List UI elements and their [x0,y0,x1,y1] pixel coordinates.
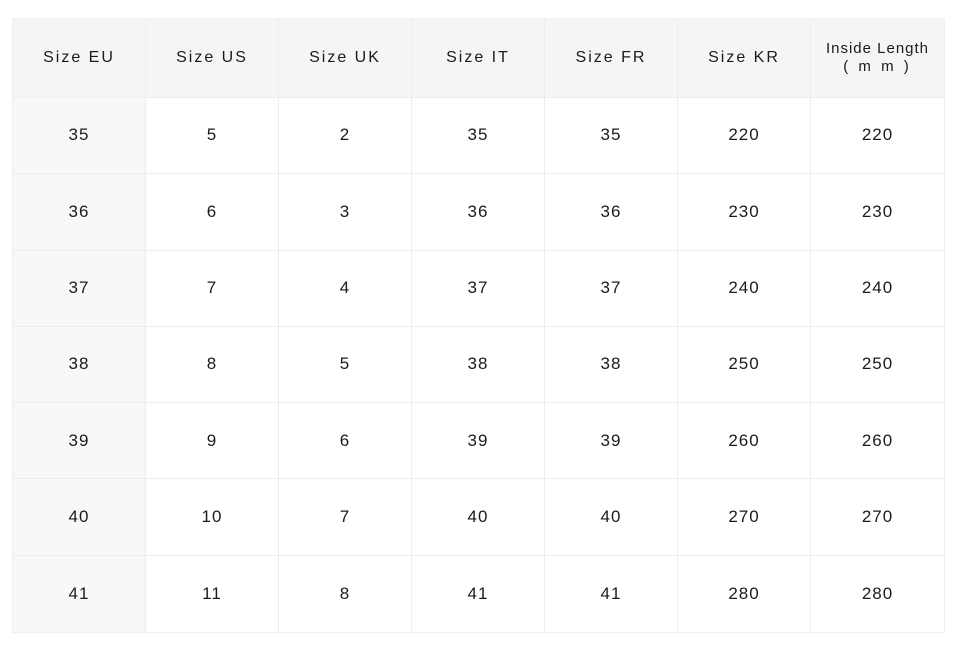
cell-inside-length: 280 [861,583,894,603]
cell-size-eu: 37 [13,251,146,326]
header-cell-inside-length [811,19,944,97]
cell-inside-length: 240 [861,278,894,297]
cell-size-eu: 40 [13,479,146,554]
table-row [13,98,944,174]
cell-inside-length: 230 [861,201,894,221]
table-row [13,479,944,555]
cell-size-kr: 270 [678,479,811,554]
cell-size-fr: 38 [545,327,678,402]
cell-size-fr: 39 [545,403,678,478]
cell-size-it: 36 [412,174,545,249]
header-label: Size KR [708,49,780,67]
cell-size-uk: 6 [279,403,412,478]
cell-size-uk: 3 [279,174,412,249]
cell-size-us: 7 [146,251,279,326]
cell-size-uk: 8 [279,556,412,632]
cell-inside-length: 220 [861,125,894,145]
cell-size-eu: 36 [13,174,146,249]
header-label: Inside Length [825,40,930,57]
cell-size-uk: 2 [279,98,412,173]
header-cell-size-eu [13,19,146,97]
table-row [13,251,944,327]
cell-size-uk: 4 [279,251,412,326]
table-header-row [13,19,944,98]
header-unit-label: ( m m ) [843,58,912,75]
header-cell-size-fr [545,19,678,97]
header-label: Size UK [309,49,381,67]
cell-size-kr: 240 [678,251,811,326]
cell-inside-length: 270 [861,506,894,526]
cell-size-fr: 41 [545,556,678,632]
cell-size-it: 39 [412,403,545,478]
header-label: Size IT [446,49,510,67]
table-row [13,556,944,632]
size-conversion-table [12,18,945,633]
cell-size-eu: 41 [13,556,146,632]
cell-size-kr: 260 [678,403,811,478]
table-row [13,327,944,403]
header-cell-size-us [146,19,279,97]
cell-size-fr: 36 [545,174,678,249]
header-label: Size EU [43,49,115,67]
cell-size-uk: 5 [279,327,412,402]
cell-size-it: 41 [412,556,545,632]
cell-size-us: 11 [146,556,279,632]
cell-size-eu: 39 [13,403,146,478]
cell-size-kr: 280 [678,556,811,632]
cell-size-us: 9 [146,403,279,478]
cell-size-it: 37 [412,251,545,326]
header-label: Size FR [575,49,647,67]
cell-size-fr: 35 [545,98,678,173]
cell-size-us: 5 [146,98,279,173]
cell-size-us: 6 [146,174,279,249]
cell-size-it: 38 [412,327,545,402]
cell-size-it: 35 [412,98,545,173]
cell-size-us: 8 [146,327,279,402]
cell-size-eu: 35 [13,98,146,173]
cell-size-fr: 37 [545,251,678,326]
header-label: Size US [176,49,248,67]
cell-size-kr: 230 [678,174,811,249]
table-row [13,403,944,479]
cell-size-us: 10 [146,479,279,554]
table-row [13,174,944,250]
cell-size-kr: 220 [678,98,811,173]
header-cell-size-uk [279,19,412,97]
cell-size-it: 40 [412,479,545,554]
cell-inside-length: 260 [861,430,894,450]
cell-size-uk: 7 [279,479,412,554]
cell-size-fr: 40 [545,479,678,554]
cell-inside-length: 250 [861,354,894,374]
header-cell-size-it [412,19,545,97]
cell-size-kr: 250 [678,327,811,402]
header-cell-size-kr [678,19,811,97]
cell-size-eu: 38 [13,327,146,402]
